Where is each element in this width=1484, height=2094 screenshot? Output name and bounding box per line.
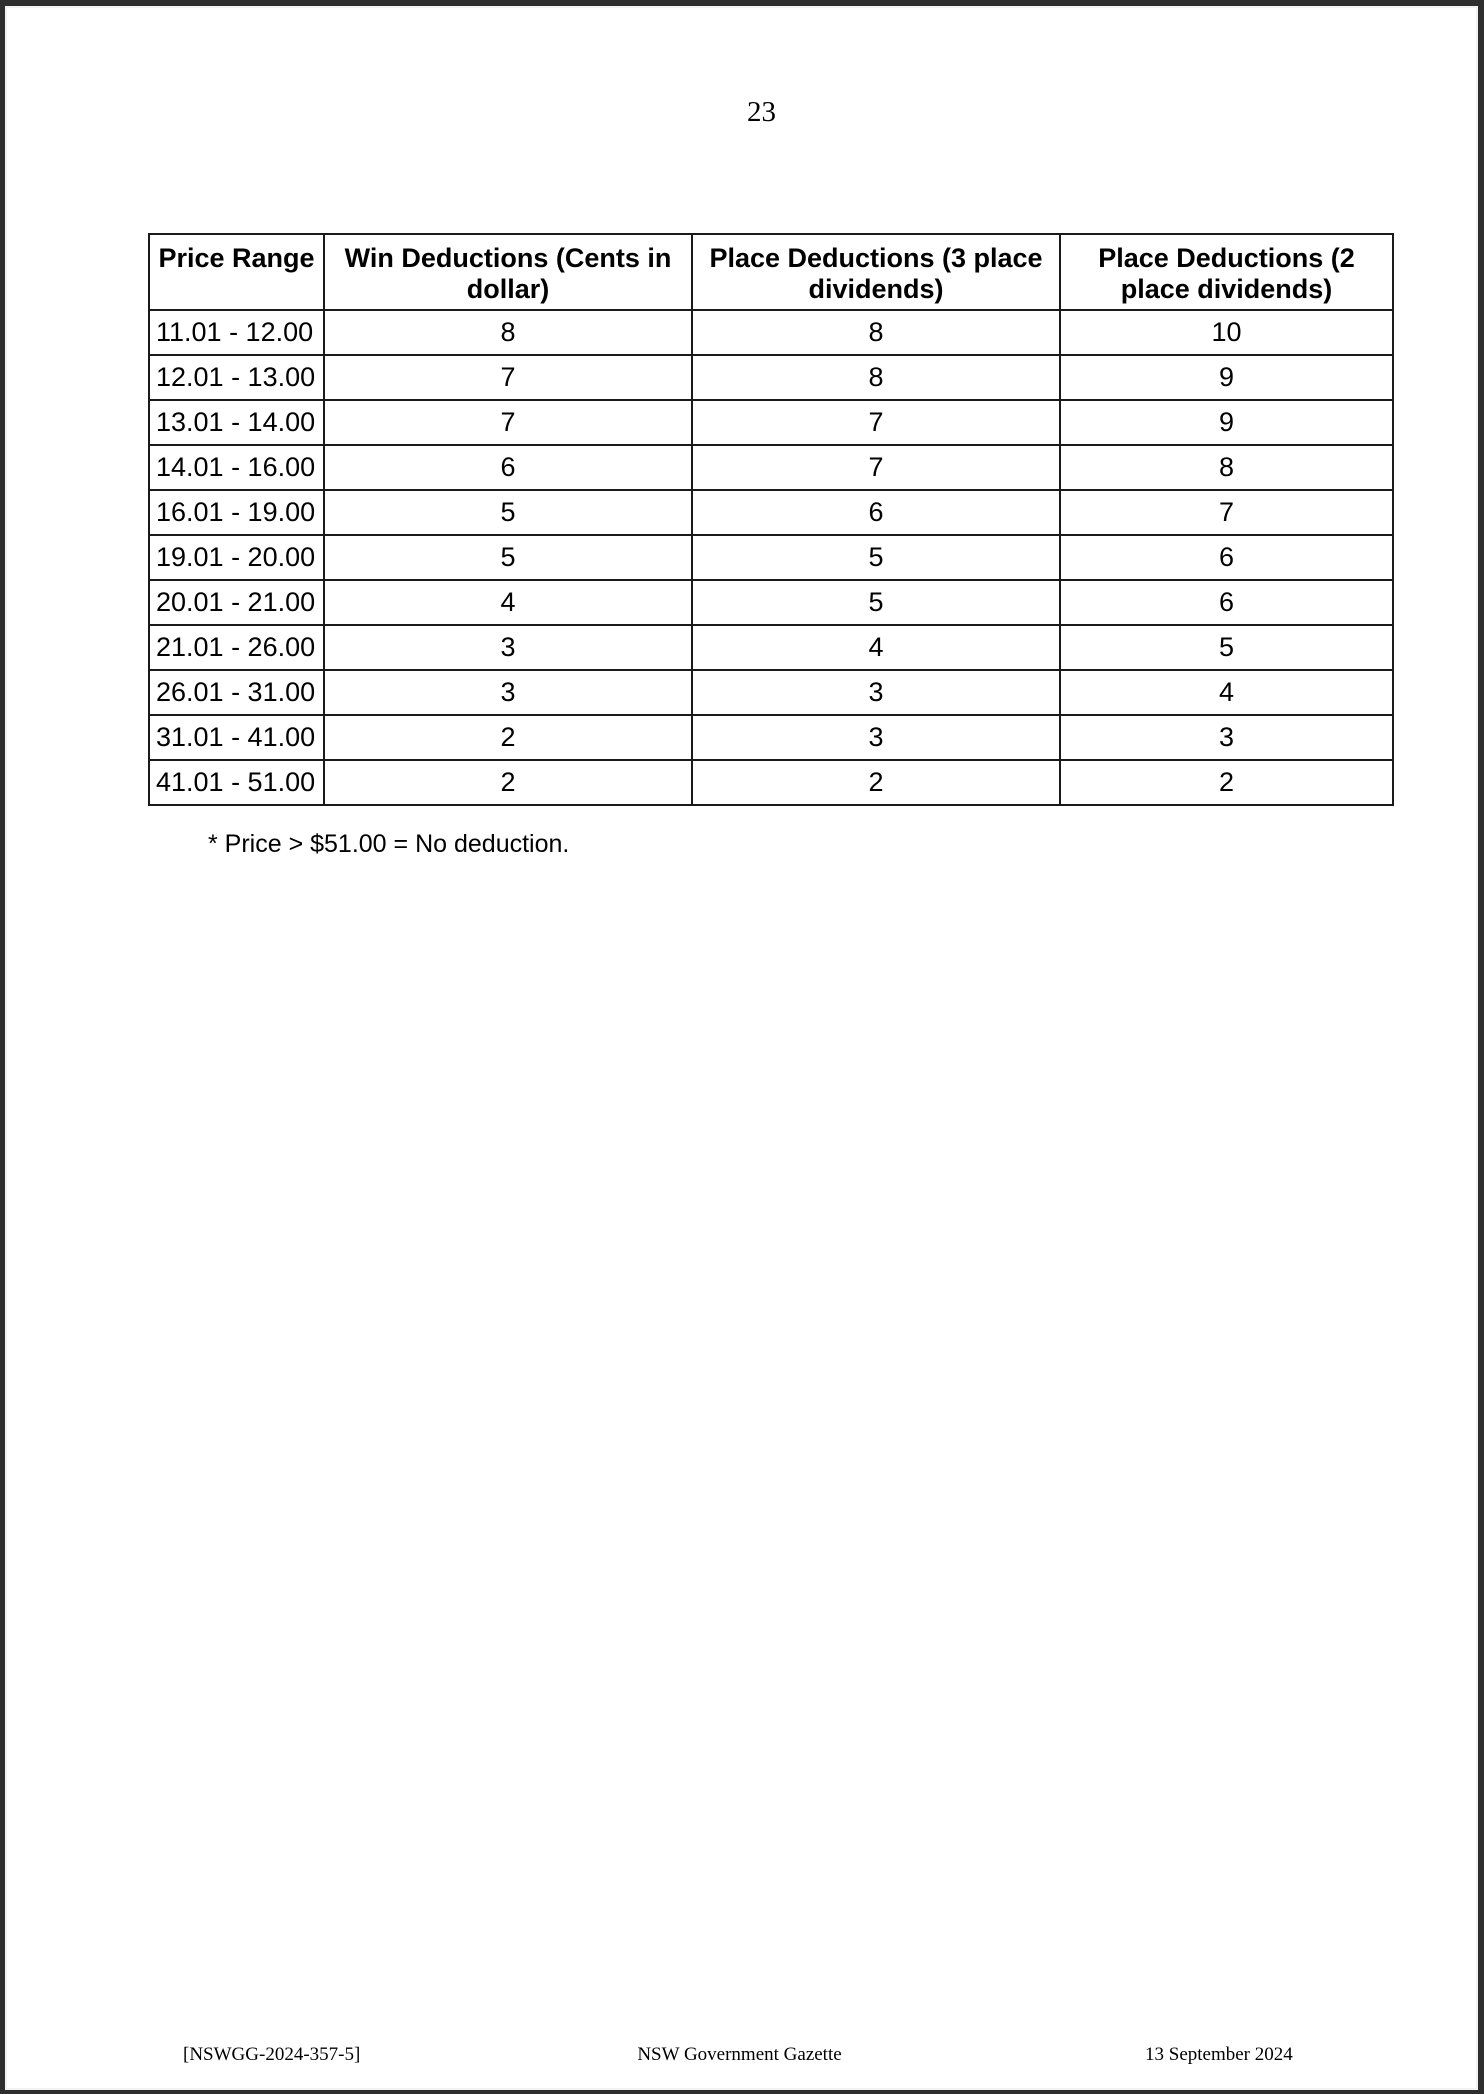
cell-place-deduction-3: 8 [692,310,1060,355]
cell-win-deduction: 8 [324,310,692,355]
cell-price-range: 14.01 - 16.00 [149,445,324,490]
table-row [149,355,1393,400]
cell-win-deduction: 2 [324,715,692,760]
cell-place-deduction-2: 3 [1060,715,1393,760]
cell-price-range: 13.01 - 14.00 [149,400,324,445]
cell-place-deduction-2: 8 [1060,445,1393,490]
footer-publication: NSW Government Gazette [637,2044,842,2065]
cell-place-deduction-3: 5 [692,580,1060,625]
cell-price-range: 11.01 - 12.00 [149,310,324,355]
cell-place-deduction-2: 6 [1060,535,1393,580]
cell-place-deduction-2: 6 [1060,580,1393,625]
cell-place-deduction-3: 7 [692,445,1060,490]
cell-price-range: 16.01 - 19.00 [149,490,324,535]
cell-place-deduction-2: 4 [1060,670,1393,715]
cell-win-deduction: 7 [324,400,692,445]
cell-price-range: 26.01 - 31.00 [149,670,324,715]
table-row [149,535,1393,580]
cell-win-deduction: 3 [324,625,692,670]
cell-place-deduction-2: 7 [1060,490,1393,535]
cell-place-deduction-2: 2 [1060,760,1393,805]
cell-place-deduction-2: 9 [1060,355,1393,400]
table-row [149,715,1393,760]
footer-reference: [NSWGG-2024-357-5] [183,2044,361,2065]
cell-place-deduction-2: 10 [1060,310,1393,355]
table-row [149,490,1393,535]
header-place-deductions-3: Place Deductions (3 place dividends) [692,234,1060,310]
cell-place-deduction-3: 5 [692,535,1060,580]
table-row [149,310,1393,355]
document-page [5,6,1478,2090]
header-win-deductions: Win Deductions (Cents in dollar) [324,234,692,310]
cell-place-deduction-3: 7 [692,400,1060,445]
table-row [149,445,1393,490]
cell-win-deduction: 3 [324,670,692,715]
table-row [149,580,1393,625]
header-place-deductions-2: Place Deductions (2 place dividends) [1060,234,1393,310]
cell-place-deduction-2: 5 [1060,625,1393,670]
header-price-range: Price Range [149,234,324,310]
cell-win-deduction: 5 [324,535,692,580]
table-row [149,625,1393,670]
cell-price-range: 41.01 - 51.00 [149,760,324,805]
cell-price-range: 12.01 - 13.00 [149,355,324,400]
cell-place-deduction-3: 6 [692,490,1060,535]
footer-date: 13 September 2024 [1145,2044,1293,2065]
table-footnote: * Price > $51.00 = No deduction. [208,830,570,858]
cell-price-range: 21.01 - 26.00 [149,625,324,670]
cell-place-deduction-3: 3 [692,715,1060,760]
cell-place-deduction-3: 2 [692,760,1060,805]
cell-place-deduction-3: 3 [692,670,1060,715]
cell-win-deduction: 2 [324,760,692,805]
cell-place-deduction-3: 8 [692,355,1060,400]
cell-price-range: 20.01 - 21.00 [149,580,324,625]
cell-win-deduction: 5 [324,490,692,535]
cell-place-deduction-2: 9 [1060,400,1393,445]
table-row [149,670,1393,715]
cell-place-deduction-3: 4 [692,625,1060,670]
cell-win-deduction: 7 [324,355,692,400]
deductions-table [148,233,1394,806]
table-row [149,760,1393,805]
cell-price-range: 19.01 - 20.00 [149,535,324,580]
cell-win-deduction: 4 [324,580,692,625]
table-row [149,400,1393,445]
page-number: 23 [747,96,776,128]
table-header-row [149,234,1393,310]
cell-price-range: 31.01 - 41.00 [149,715,324,760]
cell-win-deduction: 6 [324,445,692,490]
